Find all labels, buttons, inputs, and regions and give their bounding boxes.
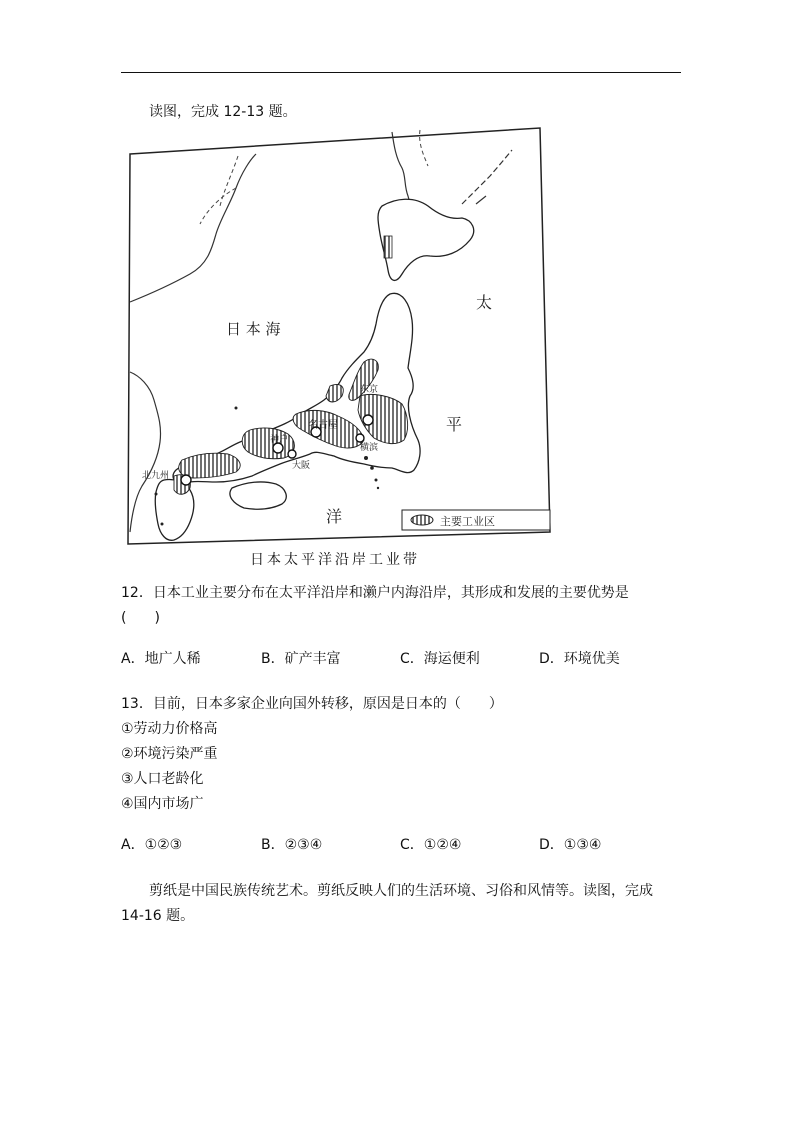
intro-14-16-line2: 14-16 题。 <box>121 908 195 924</box>
q13-item-1: ①劳动力价格高 <box>121 721 218 737</box>
q13-stem: 13．目前，日本多家企业向国外转移，原因是日本的（ ） <box>121 696 503 712</box>
japan-industrial-belt-map <box>120 124 560 569</box>
q12-answer-paren: ( ) <box>121 610 160 626</box>
shikoku <box>230 482 286 509</box>
q12-option-d[interactable]: D．环境优美 <box>539 651 620 667</box>
intro-14-16-line1: 剪纸是中国民族传统艺术。剪纸反映人们的生活环境、习俗和风情等。读图，完成 <box>149 883 653 899</box>
q13-item-3: ③人口老龄化 <box>121 771 204 787</box>
intro-12-13: 读图，完成 12-13 题。 <box>149 104 297 120</box>
top-rule <box>121 72 681 73</box>
label-yokohama: 横滨 <box>360 443 379 453</box>
q12-stem: 12．日本工业主要分布在太平洋沿岸和濑户内海沿岸，其形成和发展的主要优势是 <box>121 585 629 601</box>
label-sea-of-japan: 日 本 海 <box>226 320 281 338</box>
legend-swatch <box>411 515 433 525</box>
map-caption: 日本太平洋沿岸工业带 <box>250 552 420 568</box>
map-svg <box>120 124 560 569</box>
marker-osaka <box>288 450 296 458</box>
q13-option-c[interactable]: C．①②④ <box>400 837 462 853</box>
label-pacific-2: 平 <box>446 415 463 434</box>
label-osaka: 大阪 <box>292 461 311 471</box>
hokkaido-industrial <box>384 236 392 258</box>
label-pacific-3: 洋 <box>326 507 343 526</box>
legend-label: 主要工业区 <box>440 515 495 528</box>
marker-tokyo <box>363 415 373 425</box>
q12-option-b[interactable]: B．矿产丰富 <box>261 651 341 667</box>
label-nagoya: 名古屋 <box>308 420 338 431</box>
q13-item-4: ④国内市场广 <box>121 796 204 812</box>
q12-option-a[interactable]: A．地广人稀 <box>121 651 201 667</box>
q13-option-d[interactable]: D．①③④ <box>539 837 602 853</box>
q12-option-c[interactable]: C．海运便利 <box>400 651 480 667</box>
marker-kitakyushu <box>181 475 191 485</box>
q13-option-b[interactable]: B．②③④ <box>261 837 323 853</box>
label-kobe: 神户 <box>270 435 289 445</box>
label-pacific-1: 太 <box>476 293 493 312</box>
q13-item-2: ②环境污染严重 <box>121 746 218 762</box>
q13-option-a[interactable]: A．①②③ <box>121 837 183 853</box>
label-tokyo: 东京 <box>360 385 379 395</box>
marker-yokohama <box>356 434 364 442</box>
label-kitakyushu: 北九州 <box>142 471 170 481</box>
